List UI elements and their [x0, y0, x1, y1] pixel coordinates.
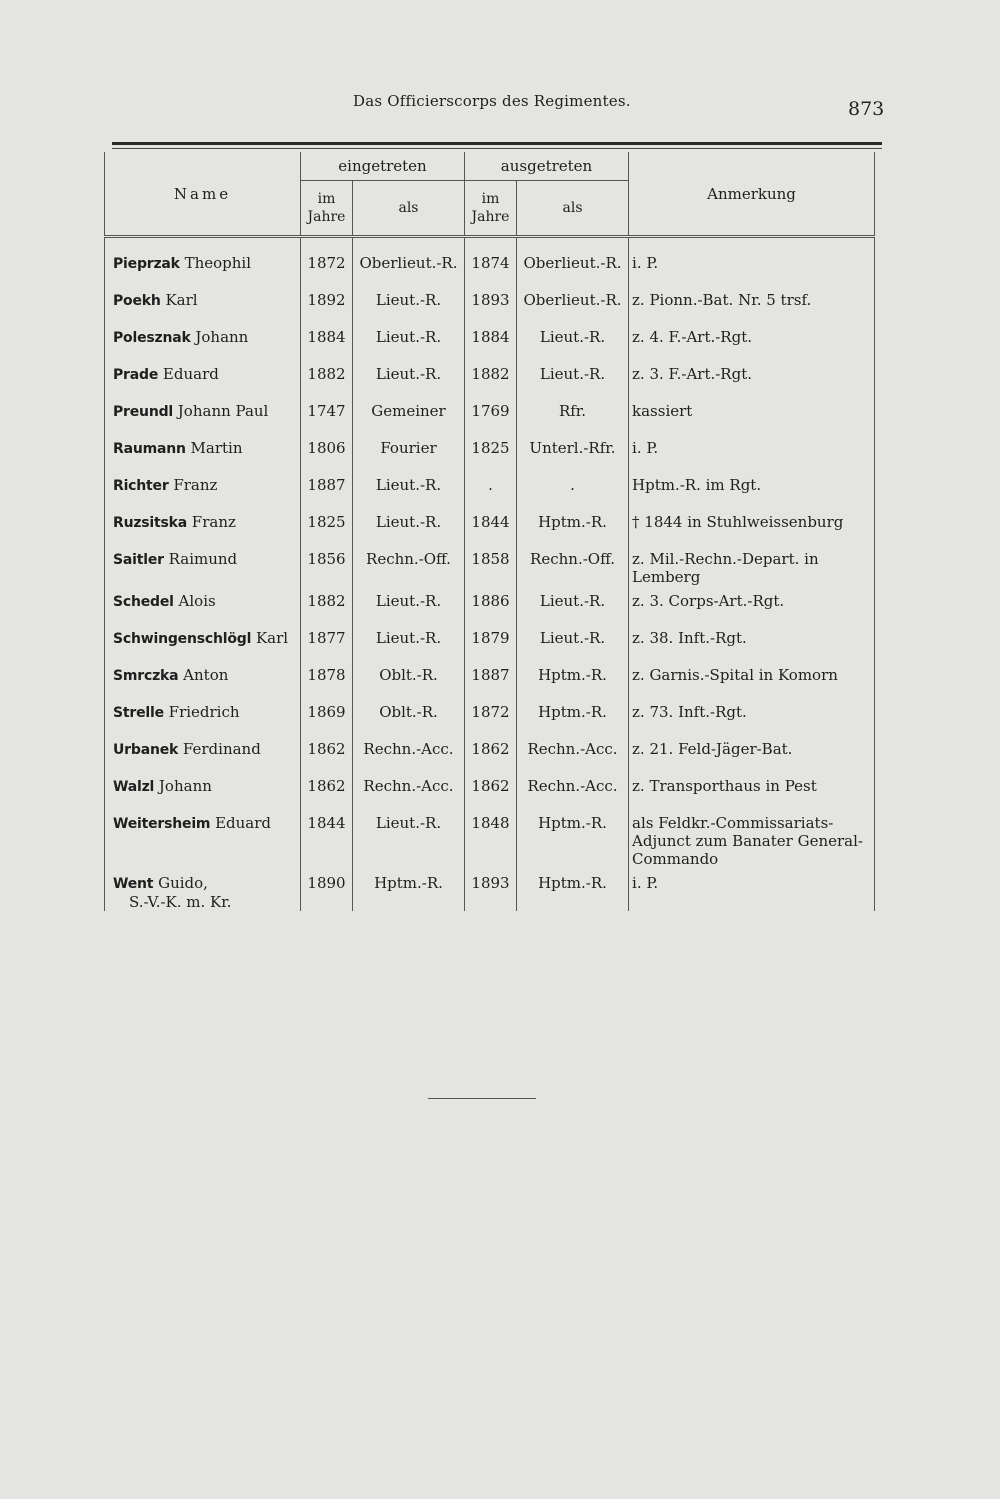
officer-given-name: Martin [190, 439, 243, 457]
cell-out-year: . [465, 470, 517, 507]
cell-out-rank: Lieut.-R. [517, 359, 629, 396]
officer-surname: Raumann [113, 441, 186, 457]
table-row [105, 544, 875, 586]
table-row [105, 697, 875, 734]
cell-out-year: 1884 [465, 322, 517, 359]
cell-in-rank: Lieut.-R. [353, 285, 465, 322]
cell-in-year: 1747 [301, 396, 353, 433]
cell-out-rank: Hptm.-R. [517, 697, 629, 734]
cell-note: z. Transporthaus in Pest [629, 771, 875, 808]
officer-given-name: Eduard [162, 365, 219, 383]
cell-in-rank: Lieut.-R. [353, 586, 465, 623]
cell-note: i. P. [629, 868, 875, 911]
cell-in-year: 1892 [301, 285, 353, 322]
table-row [105, 623, 875, 660]
cell-note: z. Garnis.-Spital in Komorn [629, 660, 875, 697]
cell-note: z. Pionn.-Bat. Nr. 5 trsf. [629, 285, 875, 322]
officer-surname: Prade [113, 367, 159, 383]
cell-in-rank: Hptm.-R. [353, 868, 465, 911]
table-row [105, 660, 875, 697]
cell-note: als Feldkr.-Commissariats-Adjunct zum Banater General-Commando [629, 808, 875, 868]
table-row [105, 396, 875, 433]
officer-given-name: Johann [158, 777, 212, 795]
cell-out-year: 1879 [465, 623, 517, 660]
cell-in-rank: Rechn.-Acc. [353, 734, 465, 771]
cell-in-rank: Lieut.-R. [353, 359, 465, 396]
cell-out-year: 1872 [465, 697, 517, 734]
officer-given-name: Raimund [168, 550, 238, 568]
cell-in-year: 1869 [301, 697, 353, 734]
officer-decoration: S.-V.-K. m. Kr. [129, 893, 232, 911]
officer-surname: Ruzsitska [113, 515, 188, 531]
table-row [105, 285, 875, 322]
cell-in-rank: Lieut.-R. [353, 623, 465, 660]
table-row [105, 586, 875, 623]
cell-out-rank: Lieut.-R. [517, 586, 629, 623]
cell-note: † 1844 in Stuhlweissenburg [629, 507, 875, 544]
cell-out-rank: Hptm.-R. [517, 808, 629, 868]
cell-out-rank: Unterl.-Rfr. [517, 433, 629, 470]
cell-in-year: 1862 [301, 771, 353, 808]
cell-in-year: 1872 [301, 248, 353, 285]
cell-out-rank: Oberlieut.-R. [517, 248, 629, 285]
cell-out-rank: Hptm.-R. [517, 868, 629, 911]
officer-surname: Schedel [113, 594, 174, 610]
cell-name [105, 771, 301, 808]
cell-note: z. 4. F.-Art.-Rgt. [629, 322, 875, 359]
officer-surname: Schwingenschlögl [113, 631, 252, 647]
officer-surname: Strelle [113, 705, 164, 721]
cell-in-year: 1825 [301, 507, 353, 544]
cell-out-year: 1848 [465, 808, 517, 868]
officer-given-name: Karl [165, 291, 198, 309]
cell-in-rank: Fourier [353, 433, 465, 470]
cell-in-year: 1862 [301, 734, 353, 771]
header-out-rank: als [517, 181, 629, 237]
officer-surname: Richter [113, 478, 169, 494]
cell-note: z. Mil.-Rechn.-Depart. in Lemberg [629, 544, 875, 586]
officer-given-name: Franz [191, 513, 236, 531]
cell-name [105, 586, 301, 623]
cell-name [105, 623, 301, 660]
header-anmerkung: Anmerkung [629, 152, 875, 237]
cell-in-year: 1887 [301, 470, 353, 507]
cell-name [105, 507, 301, 544]
footer-rule [428, 1098, 536, 1099]
cell-name [105, 359, 301, 396]
table-row [105, 771, 875, 808]
cell-out-rank: Rechn.-Off. [517, 544, 629, 586]
table-body [105, 237, 875, 912]
officer-given-name: Johann [195, 328, 249, 346]
officer-given-name: Ferdinand [182, 740, 261, 758]
cell-in-rank: Lieut.-R. [353, 507, 465, 544]
cell-name [105, 285, 301, 322]
cell-note: i. P. [629, 248, 875, 285]
cell-name [105, 470, 301, 507]
cell-out-rank: . [517, 470, 629, 507]
officer-surname: Urbanek [113, 742, 179, 758]
cell-out-rank: Lieut.-R. [517, 623, 629, 660]
officer-surname: Walzl [113, 779, 155, 795]
cell-in-rank: Oblt.-R. [353, 660, 465, 697]
cell-out-year: 1887 [465, 660, 517, 697]
cell-name [105, 396, 301, 433]
cell-out-year: 1862 [465, 771, 517, 808]
cell-note: i. P. [629, 433, 875, 470]
cell-in-year: 1878 [301, 660, 353, 697]
table-row [105, 248, 875, 285]
cell-note: z. 3. Corps-Art.-Rgt. [629, 586, 875, 623]
cell-in-year: 1884 [301, 322, 353, 359]
officer-given-name: Alois [178, 592, 216, 610]
cell-in-rank: Rechn.-Acc. [353, 771, 465, 808]
cell-in-rank: Gemeiner [353, 396, 465, 433]
cell-note: z. 3. F.-Art.-Rgt. [629, 359, 875, 396]
cell-name [105, 544, 301, 586]
officer-surname: Polesznak [113, 330, 191, 346]
officer-given-name: Karl [255, 629, 289, 647]
cell-note: z. 38. Inft.-Rgt. [629, 623, 875, 660]
header-ausgetreten: ausgetreten [465, 152, 629, 181]
officer-surname: Weitersheim [113, 816, 211, 832]
cell-out-year: 1886 [465, 586, 517, 623]
cell-out-year: 1858 [465, 544, 517, 586]
cell-note: Hptm.-R. im Rgt. [629, 470, 875, 507]
header-name: Name [105, 152, 301, 237]
cell-in-year: 1856 [301, 544, 353, 586]
page-number: 873 [848, 98, 885, 120]
cell-in-rank: Oblt.-R. [353, 697, 465, 734]
cell-note: z. 73. Inft.-Rgt. [629, 697, 875, 734]
cell-in-year: 1844 [301, 808, 353, 868]
cell-out-rank: Oberlieut.-R. [517, 285, 629, 322]
officer-surname: Pieprzak [113, 256, 180, 272]
cell-out-year: 1893 [465, 285, 517, 322]
table-row [105, 734, 875, 771]
cell-in-year: 1877 [301, 623, 353, 660]
officer-surname: Smrczka [113, 668, 179, 684]
table-top-rule-thin [112, 148, 882, 149]
cell-name [105, 322, 301, 359]
cell-out-year: 1882 [465, 359, 517, 396]
cell-out-rank: Lieut.-R. [517, 322, 629, 359]
header-out-year: im Jahre [465, 181, 517, 237]
cell-out-year: 1844 [465, 507, 517, 544]
cell-out-year: 1893 [465, 868, 517, 911]
table-spacer [105, 237, 875, 249]
cell-in-year: 1882 [301, 359, 353, 396]
cell-out-rank: Rechn.-Acc. [517, 734, 629, 771]
table-row [105, 507, 875, 544]
cell-note: kassiert [629, 396, 875, 433]
officer-surname: Went [113, 876, 154, 892]
officer-given-name: Franz [173, 476, 218, 494]
cell-note: z. 21. Feld-Jäger-Bat. [629, 734, 875, 771]
officer-surname: Poekh [113, 293, 161, 309]
officer-table [104, 152, 875, 911]
cell-in-year: 1806 [301, 433, 353, 470]
header-eingetreten: eingetreten [301, 152, 465, 181]
cell-in-rank: Oberlieut.-R. [353, 248, 465, 285]
cell-name [105, 433, 301, 470]
table-row [105, 322, 875, 359]
cell-out-rank: Hptm.-R. [517, 507, 629, 544]
cell-out-year: 1874 [465, 248, 517, 285]
officer-given-name: Friedrich [168, 703, 240, 721]
table-row [105, 808, 875, 868]
cell-name [105, 808, 301, 868]
table-top-rule [112, 142, 882, 145]
cell-out-rank: Rfr. [517, 396, 629, 433]
cell-out-year: 1769 [465, 396, 517, 433]
cell-in-rank: Lieut.-R. [353, 322, 465, 359]
cell-out-year: 1825 [465, 433, 517, 470]
officer-given-name: Eduard [215, 814, 272, 832]
officer-given-name: Guido, [158, 874, 208, 892]
cell-name [105, 660, 301, 697]
header-in-rank: als [353, 181, 465, 237]
officer-given-name: Anton [183, 666, 229, 684]
table-row [105, 868, 875, 911]
table-row [105, 470, 875, 507]
cell-in-rank: Lieut.-R. [353, 470, 465, 507]
cell-in-rank: Lieut.-R. [353, 808, 465, 868]
running-head: Das Officierscorps des Regimentes. [353, 92, 631, 110]
table-row [105, 433, 875, 470]
cell-out-rank: Rechn.-Acc. [517, 771, 629, 808]
cell-in-year: 1890 [301, 868, 353, 911]
cell-name [105, 697, 301, 734]
table-row [105, 359, 875, 396]
cell-in-year: 1882 [301, 586, 353, 623]
cell-in-rank: Rechn.-Off. [353, 544, 465, 586]
cell-name [105, 868, 301, 911]
officer-surname: Saitler [113, 552, 164, 568]
officer-given-name: Theophil [184, 254, 252, 272]
officer-given-name: Johann Paul [177, 402, 269, 420]
header-in-year: im Jahre [301, 181, 353, 237]
officer-surname: Preundl [113, 404, 174, 420]
cell-name [105, 734, 301, 771]
cell-name [105, 248, 301, 285]
cell-out-rank: Hptm.-R. [517, 660, 629, 697]
cell-out-year: 1862 [465, 734, 517, 771]
